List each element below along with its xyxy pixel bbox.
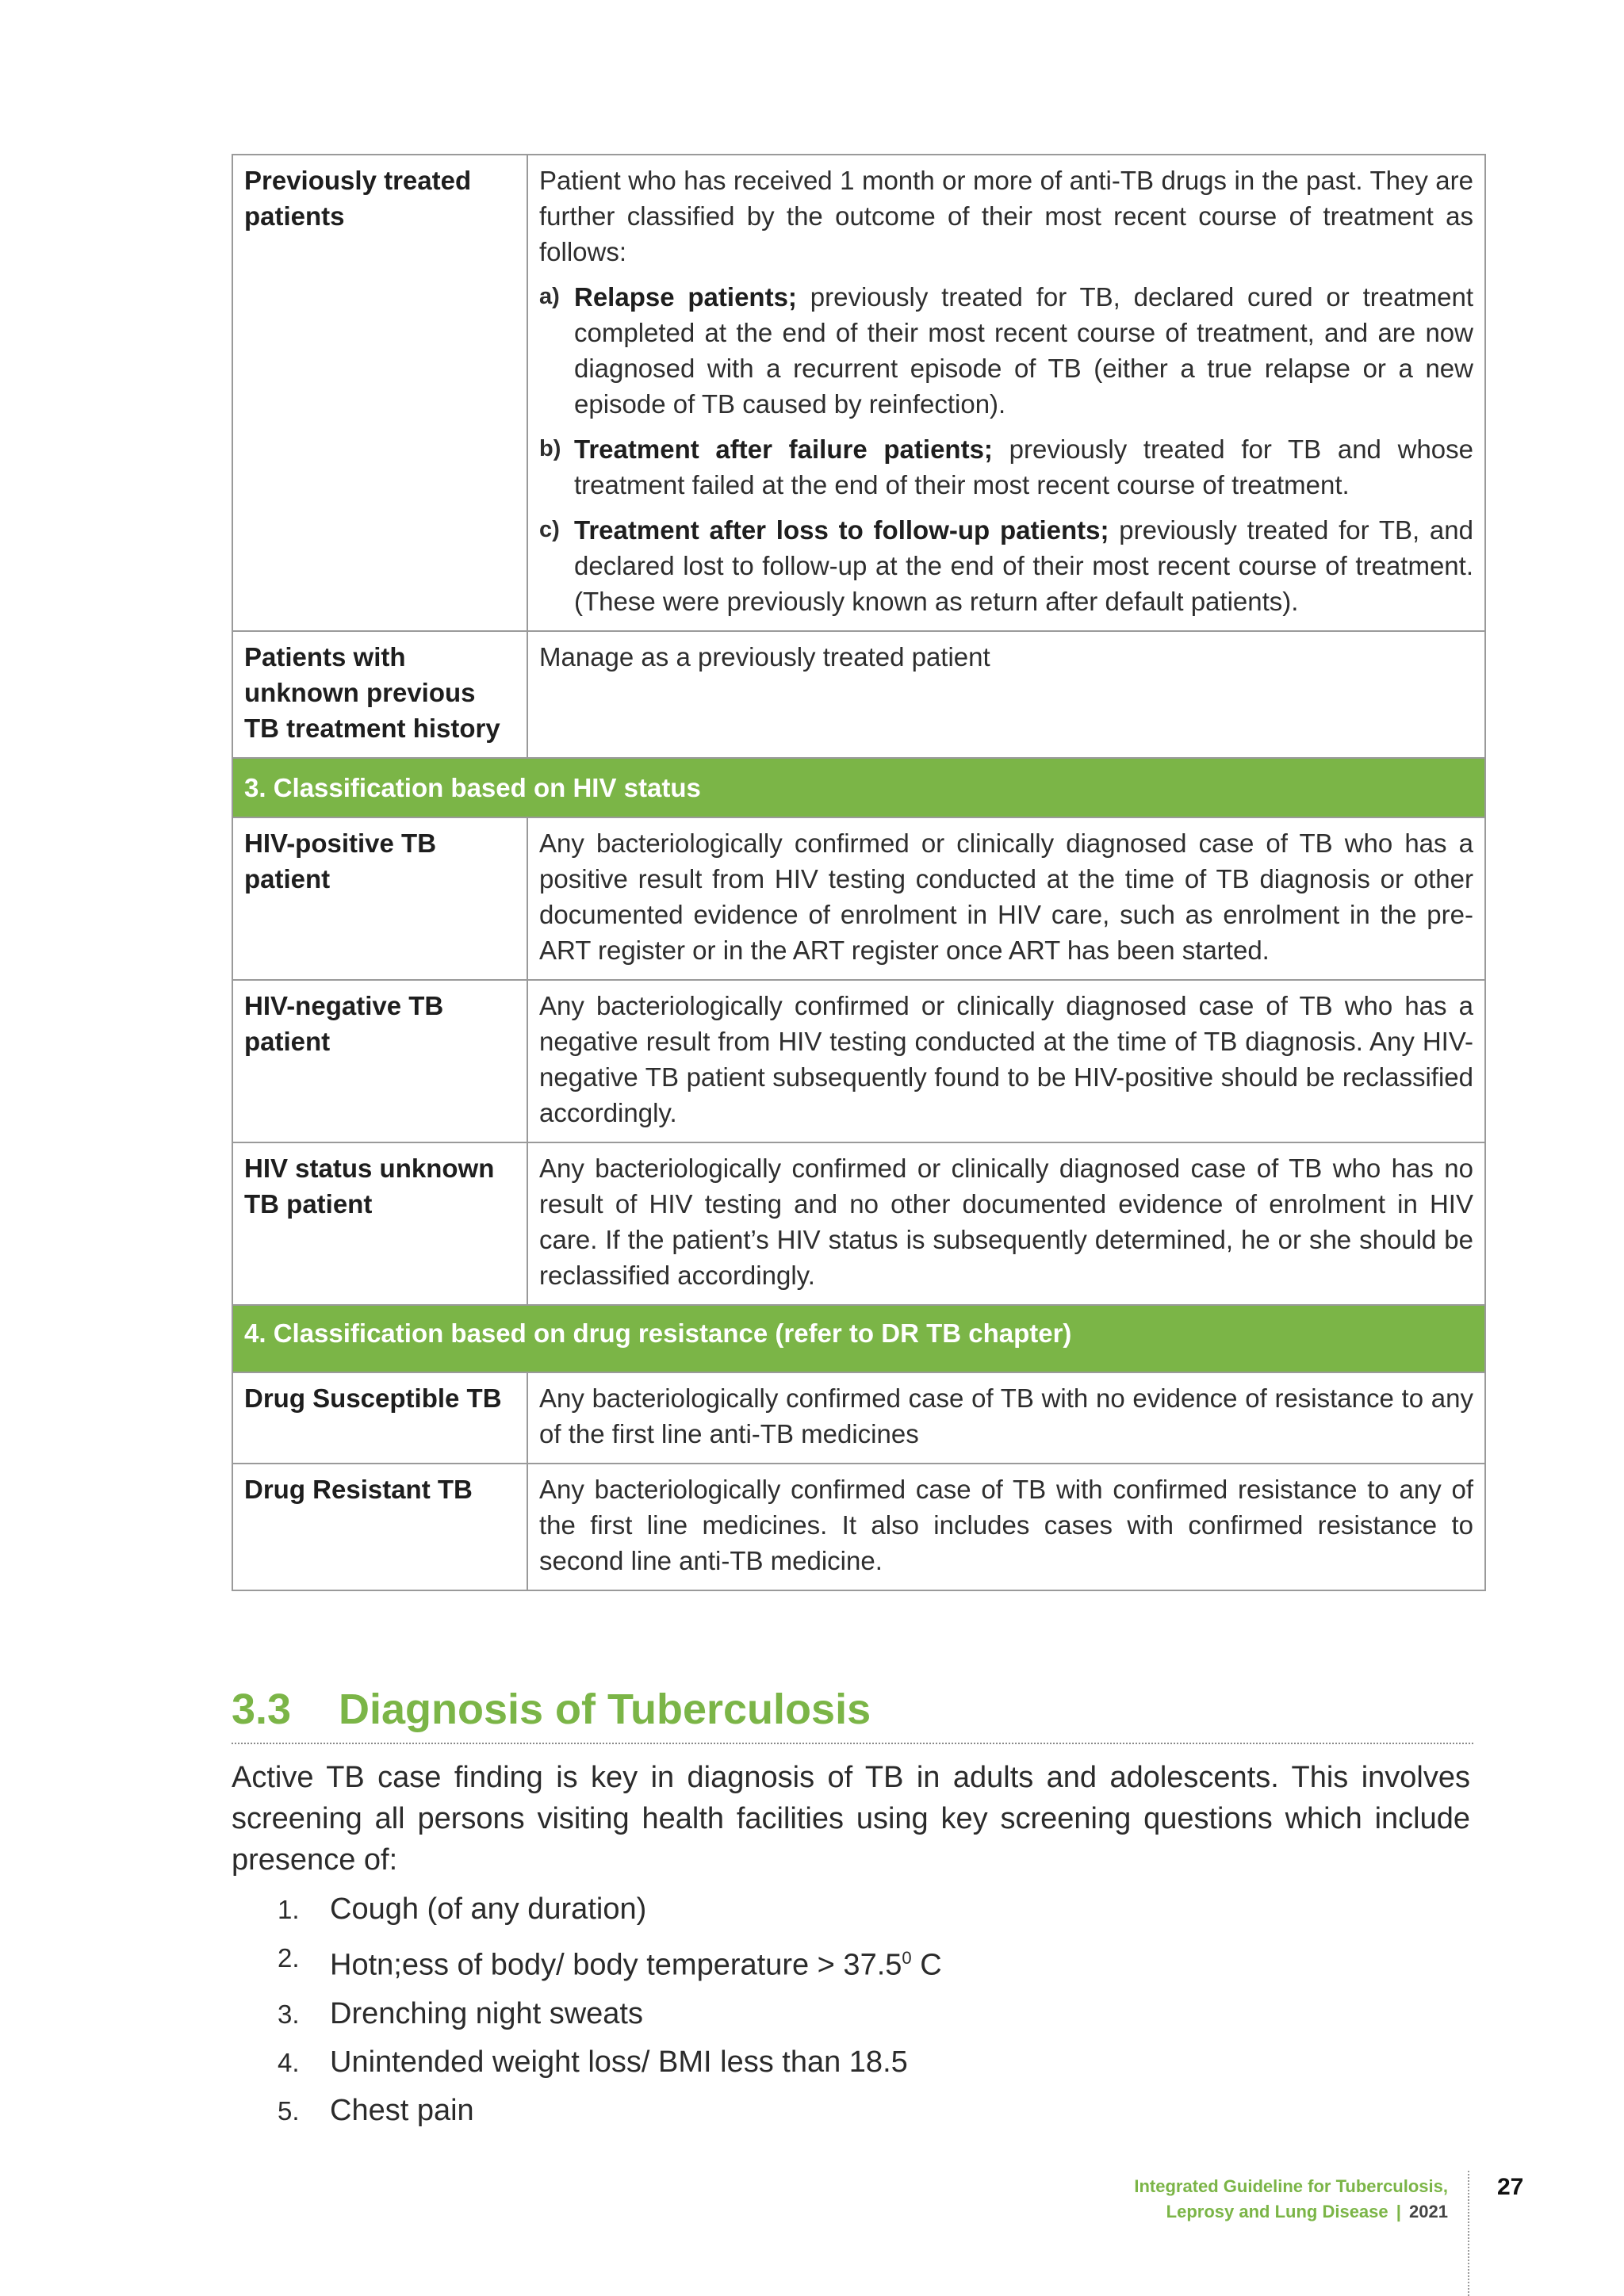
term-cell: HIV-negative TB patient [232,980,527,1142]
list-number: 1. [278,1895,300,1924]
list-text: Chest pain [330,2093,474,2127]
table-row [232,631,1485,758]
list-number: 4. [278,2047,300,2077]
symptom-list [278,1885,942,2135]
term-cell: Drug Susceptible TB [232,1372,527,1464]
list-item [278,2087,942,2135]
list-text: Cough (of any duration) [330,1892,647,1926]
definition-cell: Any bacteriologically confirmed case of TB with no evidence of resistance to any of the first line anti-TB medicines [527,1372,1485,1464]
footer-line-2: Leprosy and Lung Disease [1166,2202,1388,2221]
definition-cell [527,155,1485,631]
list-text: Unintended weight loss/ BMI less than 18.5 [330,2045,908,2079]
definition-cell: Any bacteriologically confirmed or clinically diagnosed case of TB who has a positive result from HIV testing conducted at the time of TB diagnosis or other documented evidence of enrolment in HIV care, such as enrolment in the pre-ART register or in the ART register once ART has been started. [527,817,1485,980]
footer-separator: | [1396,2202,1401,2221]
footer-document-title [1134,2174,1448,2225]
table-row [232,817,1485,980]
page-number: 27 [1497,2174,1524,2200]
footer-divider [1468,2171,1469,2296]
sub-item [539,512,1473,619]
list-text: Hotn;ess of body/ body temperature > 37.5 [330,1948,902,1982]
section-intro-paragraph: Active TB case finding is key in diagnosis of TB in adults and adolescents. This involves screening all persons visiting health facilities using key screening questions which include presence of: [232,1761,1470,1877]
footer-year: 2021 [1409,2202,1448,2221]
term-cell: HIV-positive TB patient [232,817,527,980]
sub-item-text: previously treated for TB, declared cured or treatment completed at the end of their most recent course of treatment, and are now diagnosed with a recurrent episode of TB (either a true relapse or a new episode of TB caused by reinfection). [574,282,1474,419]
table-row [232,980,1485,1142]
list-number: 3. [278,1999,300,2029]
degree-superscript: 0 [902,1948,912,1968]
section-header-row [232,758,1485,817]
sub-item [539,431,1473,503]
sub-item-title: Relapse patients; [574,282,797,312]
sub-item-text: previously treated for TB and whose treatment failed at the end of their most recent course of treatment. [574,434,1473,499]
list-text: Drenching night sweats [330,1996,643,2030]
sub-item-text: previously treated for TB, and declared lost to follow-up at the end of their most recent course of treatment. (These were previously known as return after default patients). [574,515,1473,616]
section-number: 3.3 [232,1686,292,1733]
term-cell: Drug Resistant TB [232,1464,527,1590]
definition-cell: Any bacteriologically confirmed or clinically diagnosed case of TB who has no result of HIV testing and no other documented evidence of enrolment in HIV care. If the patient’s HIV status is subsequently determined, he or she should be reclassified accordingly. [527,1142,1485,1305]
sub-item [539,279,1473,422]
list-number: 5. [278,2095,300,2126]
list-item [278,1990,942,2038]
table-row [232,1464,1485,1590]
list-item [278,1885,942,1934]
classification-table [232,154,1486,1591]
section-title: Diagnosis of Tuberculosis [339,1686,871,1733]
table-row [232,1142,1485,1305]
sub-item-title: Treatment after failure patients; [574,434,993,464]
footer-line-1: Integrated Guideline for Tuberculosis, [1134,2176,1448,2196]
term-cell: Previously treated patients [232,155,527,631]
sub-item-label: a) [539,284,560,309]
section-header-row [232,1305,1485,1372]
list-text-tail: C [911,1948,942,1982]
term-cell: HIV status unknown TB patient [232,1142,527,1305]
section-heading [232,1684,1473,1744]
sub-item-label: c) [539,517,560,542]
definition-cell: Any bacteriologically confirmed or clinically diagnosed case of TB who has a negative result from HIV testing conducted at the time of TB diagnosis. Any HIV-negative TB patient subsequently found to be HIV-positive should be reclassified accordingly. [527,980,1485,1142]
definition-cell: Manage as a previously treated patient [527,631,1485,758]
sub-item-label: b) [539,436,561,461]
sub-item-title: Treatment after loss to follow-up patients; [574,515,1109,545]
list-number: 2. [278,1943,300,1973]
list-item [278,1934,942,1990]
definition-cell: Any bacteriologically confirmed case of TB with confirmed resistance to any of the first line medicines. It also includes cases with confirmed resistance to second line anti-TB medicine. [527,1464,1485,1590]
table-row [232,155,1485,631]
table-row [232,1372,1485,1464]
term-cell: Patients with unknown previous TB treatment history [232,631,527,758]
list-item [278,2038,942,2087]
section-header-hiv: 3. Classification based on HIV status [232,758,1485,817]
definition-intro: Patient who has received 1 month or more of anti-TB drugs in the past. They are further classified by the outcome of their most recent course of treatment as follows: [539,166,1473,266]
section-header-drug-resistance: 4. Classification based on drug resistance (refer to DR TB chapter) [232,1305,1485,1372]
